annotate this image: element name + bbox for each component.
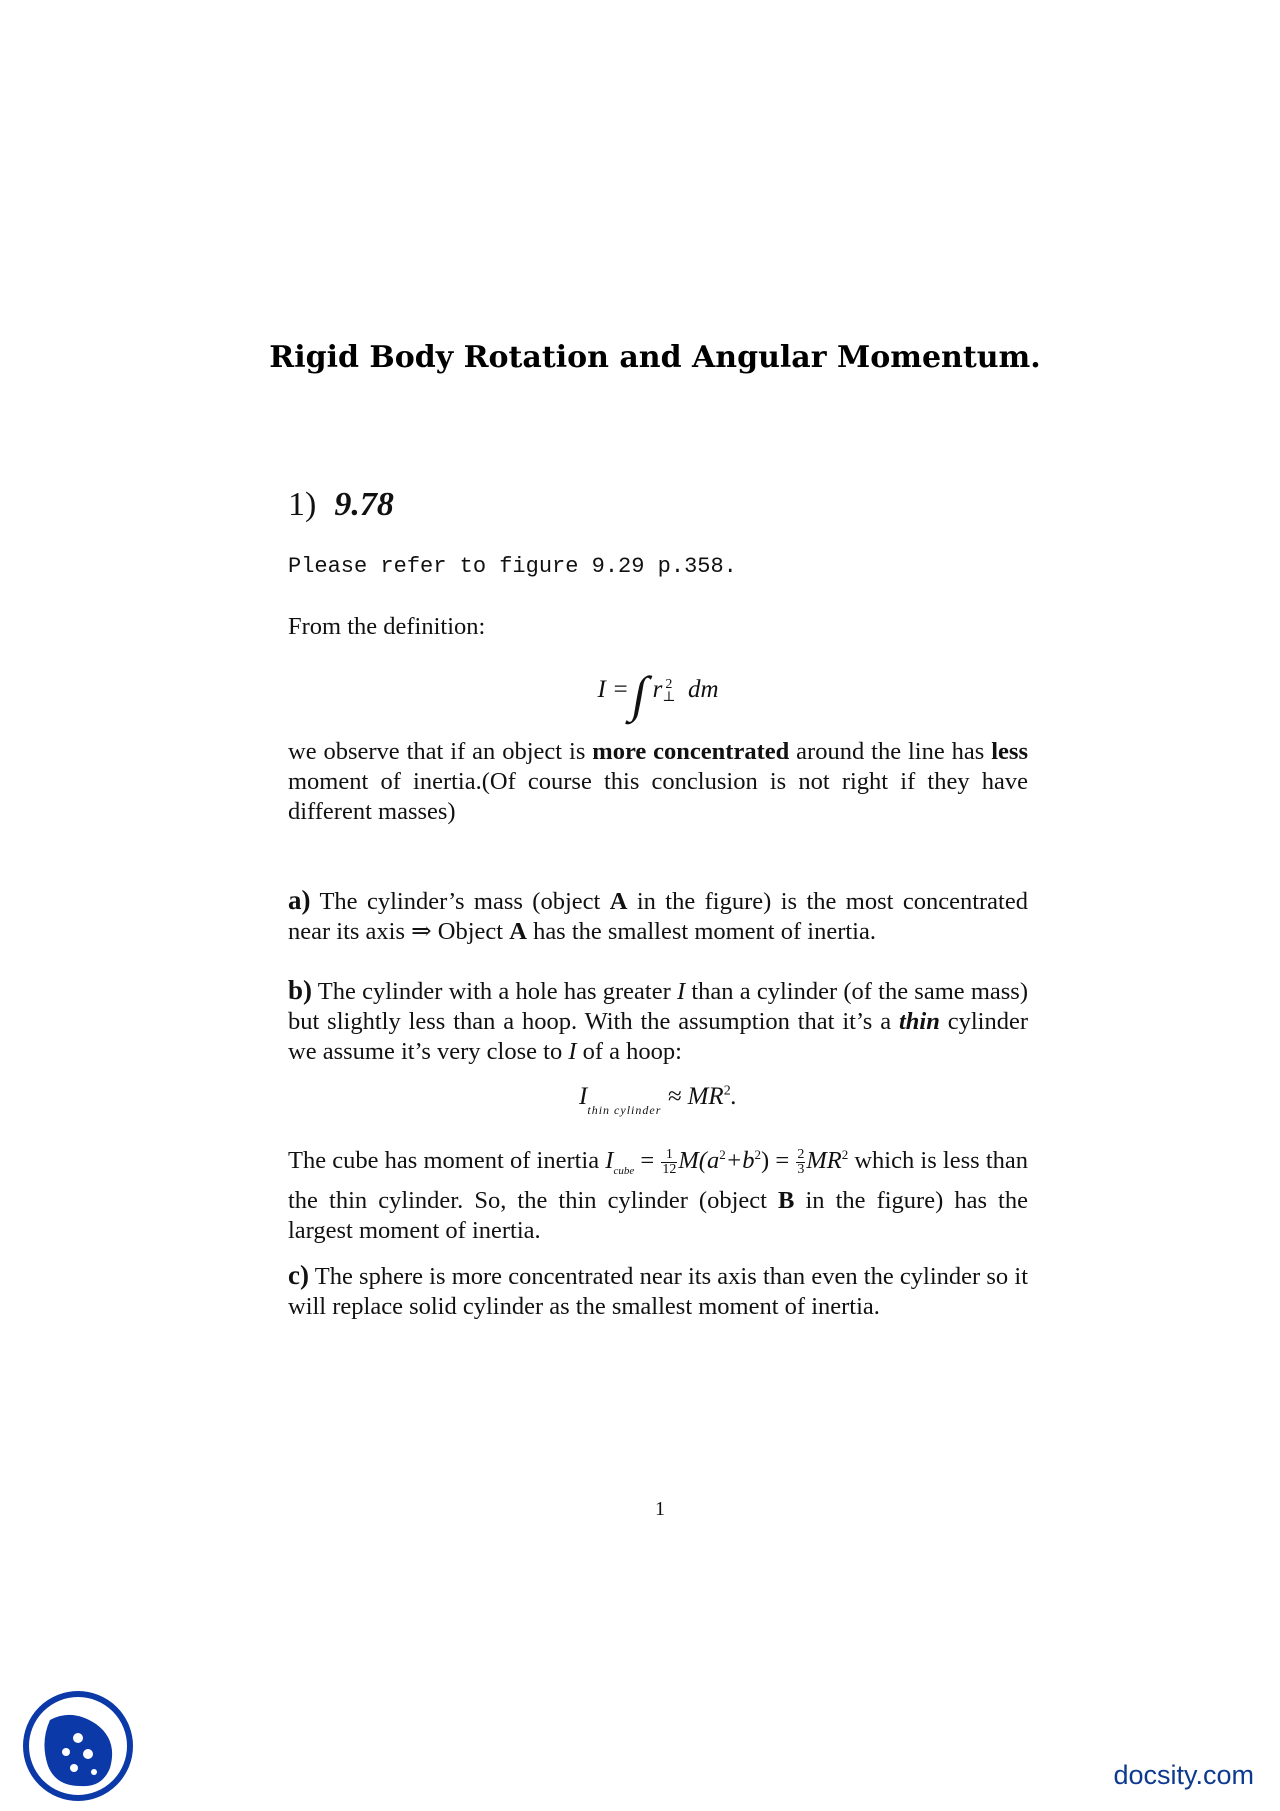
section-number: 1): [288, 486, 317, 523]
part-b-text-3: cylinder we assume it’s very close to: [288, 1008, 1028, 1065]
part-a-text-3: has the smallest moment of inertia.: [526, 918, 876, 945]
page-number: 1: [655, 1498, 665, 1520]
cube-paragraph: The cube has moment of inertia $I_{cube}$ = $\frac{1}{12}$ $M(a^2+b^2)$ = $\frac{2}{3}$ $MR^2$ which is less than the thin cylinder. So, the thin cylinder (object B in the figure) has the largest moment of inertia.: [288, 1147, 1028, 1245]
fraction-two-thirds: $\frac{2}{3}$: [797, 1147, 805, 1178]
part-a-object-a: A: [609, 888, 628, 915]
part-a-text-1: The cylinder’s mass (object: [310, 888, 610, 915]
cube-subscript: cube: [613, 1165, 635, 1178]
equation-thin-cylinder: [288, 1083, 1028, 1118]
part-b-text-2: than a cylinder (of the same mass) but slightly less than a hoop. With the assumption that it’s a: [288, 978, 1029, 1035]
eq2-i: I: [579, 1083, 588, 1110]
eq2-subscript: thin cylinder: [587, 1103, 662, 1117]
refer-line: Please refer to figure 9.29 p.358.: [288, 554, 737, 579]
cube-plus-b: +b: [725, 1147, 755, 1175]
observe-bold-1: more concentrated: [592, 738, 790, 765]
observe-text-1: we observe that if an object is: [288, 738, 593, 765]
eq1-exponent: 2: [665, 677, 673, 692]
observe-text-3: moment of inertia.(Of course this conclusion is not right if they have different masses): [288, 768, 1028, 825]
part-c-text: The sphere is more concentrated near its axis than even the cylinder so it will replace solid cylinder as the smallest moment of inertia.: [288, 1263, 1028, 1320]
eq1-subscript: ⊥: [662, 690, 676, 705]
part-c-paragraph: [288, 1260, 1028, 1322]
eq2-exponent: 2: [723, 1083, 731, 1099]
docsity-logo-icon: [22, 1690, 134, 1802]
eq1-lhs: I =: [597, 676, 629, 703]
part-c-label: c): [288, 1260, 309, 1290]
part-a-text-2: in the figure) is the most concentrated near its axis ⇒ Object: [288, 888, 1028, 945]
integral-symbol: ∫: [627, 666, 652, 722]
eq1-dm: dm: [688, 676, 719, 703]
section-label: 9.78: [334, 486, 394, 523]
observation-paragraph: [288, 737, 1028, 827]
part-a-paragraph: [288, 885, 1028, 947]
part-b-symbol-i-2: I: [568, 1038, 577, 1065]
page-title: Rigid Body Rotation and Angular Momentum.: [269, 340, 1041, 375]
part-b-text-1: The cylinder with a hole has greater: [312, 978, 677, 1005]
fraction-one-twelfth: $\frac{1}{12}$: [662, 1147, 677, 1178]
part-b-paragraph: [288, 975, 1028, 1067]
part-a-object-a-2: A: [509, 918, 527, 945]
cube-symbol-i: I: [605, 1147, 614, 1175]
part-b-label: b): [288, 975, 313, 1005]
part-a-label: a): [288, 885, 311, 915]
cube-text-2: which is less than the thin cylinder. So, the thin cylinder (object: [288, 1147, 1028, 1215]
cube-object-b: B: [778, 1187, 795, 1215]
cube-equals: =: [634, 1147, 661, 1175]
eq2-end: .: [730, 1083, 737, 1110]
eq1-r: r: [652, 676, 663, 703]
brand-watermark[interactable]: docsity.com: [1113, 1760, 1254, 1790]
section-heading: [288, 486, 394, 524]
equation-inertia-definition: [288, 665, 1028, 723]
observe-text-2: around the line has: [789, 738, 992, 765]
part-b-text-4: of a hoop:: [576, 1038, 682, 1065]
cube-text-3: in the figure) has the largest moment of inertia.: [288, 1187, 1028, 1245]
eq2-rhs: ≈ MR: [667, 1083, 724, 1110]
cube-m-a: M(a: [678, 1147, 720, 1175]
cube-close: ) =: [761, 1147, 796, 1175]
cube-text-1: The cube has moment of inertia: [288, 1147, 606, 1175]
cube-mr: MR: [806, 1147, 842, 1175]
part-b-thin: thin: [898, 1008, 940, 1035]
observe-bold-2: less: [991, 738, 1028, 765]
part-b-symbol-i: I: [676, 978, 686, 1005]
definition-intro: From the definition:: [288, 613, 486, 640]
